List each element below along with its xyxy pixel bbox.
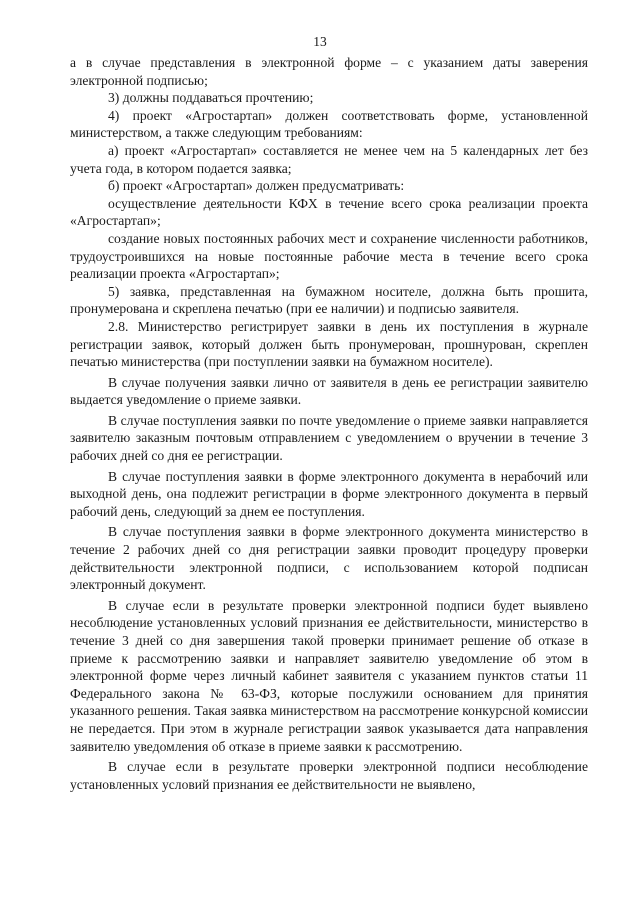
- paragraph-signature-invalid: В случае если в результате проверки электронной подписи будет выявлено несоблюдение установленных условий признания ее действительности, министерство в течение 3 дней со дня завершения такой проверки принимает решение об отказе в приеме к рассмотрению заявки и направляет заявителю уведомление об этом в электронной форме через личный кабинет заявителя с указанием пунктов статьи 11 Федерального закона № 63-ФЗ, которые послужили основанием для принятия указанного решения. Такая заявка министерством на рассмотрение конкурсной комиссии не передается. При этом в журнале регистрации заявок указывается дата направления заявителю уведомления об отказе в приеме заявки к рассмотрению.: [70, 597, 588, 754]
- paragraph-kfh-activity: осуществление деятельности КФХ в течение всего срока реализации проекта «Агростартап»;: [70, 195, 588, 229]
- paragraph-new-jobs: создание новых постоянных рабочих мест и сохранение численности работников, трудоустроившихся на новые постоянные рабочие места в течение всего срока реализации проекта «Агростартап»;: [70, 230, 588, 282]
- paragraph-in-person: В случае получения заявки лично от заявителя в день ее регистрации заявителю выдается уведомление о приеме заявки.: [70, 374, 588, 408]
- paragraph-signature-valid: В случае если в результате проверки электронной подписи несоблюдение установленных условий признания ее действительности не выявлено,: [70, 759, 588, 792]
- paragraph-section-2-8: 2.8. Министерство регистрирует заявки в день их поступления в журнале регистрации заявок, который должен быть пронумерован, прошнурован, скреплен печатью министерства (при поступлении заявки на бумажном носителе).: [70, 318, 588, 370]
- paragraph-subitem-a: а) проект «Агростартап» составляется не менее чем на 5 календарных лет без учета года, в котором подается заявка;: [70, 142, 588, 176]
- paragraph-item-4: 4) проект «Агростартап» должен соответствовать форме, установленной министерством, а также следующим требованиям:: [70, 107, 588, 141]
- document-body: [70, 54, 588, 793]
- paragraph-non-working-day: В случае поступления заявки в форме электронного документа в нерабочий или выходной день, она подлежит регистрации в форме электронного документа в первый рабочий день, следующий за днем ее поступления.: [70, 468, 588, 519]
- paragraph-signature-check: В случае поступления заявки в форме электронного документа министерство в течение 2 рабочих дней со дня регистрации заявки проводит процедуру проверки действительности электронной подписи, с использованием которой подписан электронный документ.: [70, 524, 588, 593]
- paragraph-item-3: 3) должны поддаваться прочтению;: [108, 90, 314, 106]
- paragraph-item-5: 5) заявка, представленная на бумажном носителе, должна быть прошита, пронумерована и скреплена печатью (при ее наличии) и подписью заявителя.: [70, 283, 588, 317]
- paragraph-continuation: а в случае представления в электронной форме – с указанием даты заверения электронной подписью;: [70, 55, 588, 88]
- paragraph-subitem-b: б) проект «Агростартап» должен предусматривать:: [108, 178, 405, 194]
- paragraph-by-mail: В случае поступления заявки по почте уведомление о приеме заявки направляется заявителю заказным почтовым отправлением с уведомлением о вручении в течение 3 рабочих дней со дня ее регистрации.: [70, 412, 588, 464]
- page-number: 13: [313, 34, 327, 49]
